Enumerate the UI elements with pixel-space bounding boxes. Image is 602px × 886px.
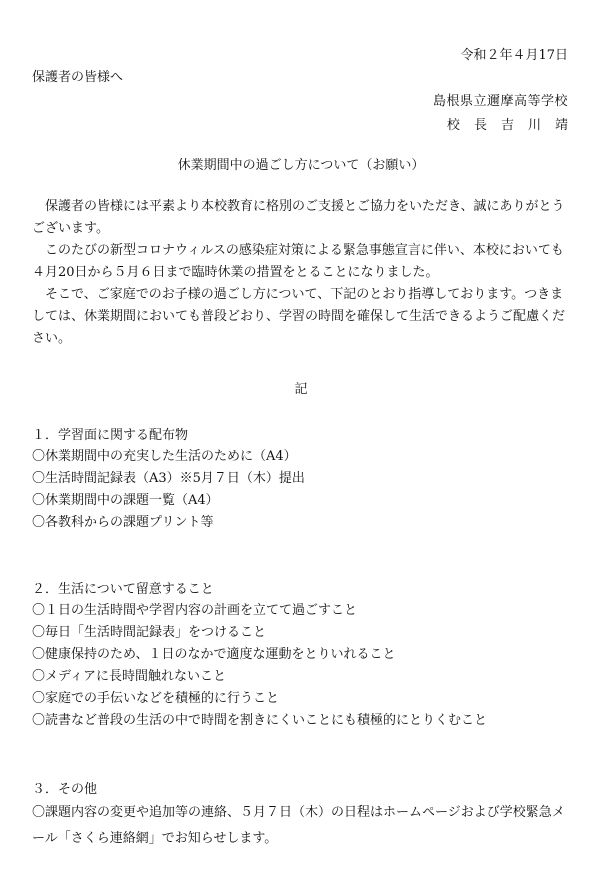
list-item: 〇１日の生活時間や学習内容の計画を立てて過ごすこと (32, 603, 358, 618)
principal-signature (447, 114, 568, 133)
section-heading: ２．生活について留意すること (32, 582, 214, 597)
list-item: 〇健康保持のため、１日のなかで適度な運動をとりいれること (32, 647, 396, 662)
ki-heading: 記 (294, 382, 308, 397)
other-note: 〇課題内容の変更や追加等の連絡、５月７日（木）の日程はホームページおよび学校緊急メール「さくら連絡網」でお知らせします。 (32, 805, 565, 846)
section-heading: １．学習面に関する配布物 (32, 428, 189, 443)
distribution-list (32, 446, 305, 534)
section-heading: ３．その他 (32, 782, 98, 797)
list-item: 〇読書など普段の生活の中で時間を割きにくいことにも積極的にとりくむこと (32, 713, 488, 728)
addressee: 保護者の皆様へ (32, 70, 124, 85)
list-item: 〇休業期間中の課題一覧（A4） (32, 493, 219, 508)
principal-char: 川 (527, 118, 541, 133)
principal-char: 靖 (554, 118, 568, 133)
body-paragraph: 保護者の皆様には平素より本校教育に格別のご支援とご協力をいただき、誠にありがとうございます。 (32, 199, 565, 236)
principal-char: 吉 (500, 118, 514, 133)
list-item: 〇各教科からの課題プリント等 (32, 515, 214, 530)
letter-title: 休業期間中の過ごし方について（お願い） (177, 158, 425, 173)
list-item: 〇毎日「生活時間記録表」をつけること (32, 625, 267, 640)
life-guidance-list (32, 600, 487, 732)
principal-char: 長 (473, 118, 487, 133)
list-item: 〇休業期間中の充実した生活のために（A4） (32, 449, 297, 464)
principal-char: 校 (446, 118, 460, 133)
list-item: 〇家庭での手伝いなどを積極的に行うこと (32, 691, 280, 706)
letter-date: 令和２年４月17日 (460, 48, 568, 63)
list-item: 〇メディアに長時間触れないこと (32, 669, 226, 684)
list-item: 〇生活時間記録表（A3）※5月７日（木）提出 (32, 471, 305, 486)
body-paragraph: このたびの新型コロナウィルスの感染症対策による緊急事態宣言に伴い、本校においても４月20日から５月６日まで臨時休業の措置をとることになりました。 (32, 243, 564, 280)
school-name: 島根県立邇摩高等学校 (432, 94, 568, 109)
body-paragraph: そこで、ご家庭でのお子様の過ごし方について、下記のとおり指導しております。つきましては、休業期間においても普段どおり、学習の時間を確保して生活できるようご配慮ください。 (32, 287, 566, 346)
